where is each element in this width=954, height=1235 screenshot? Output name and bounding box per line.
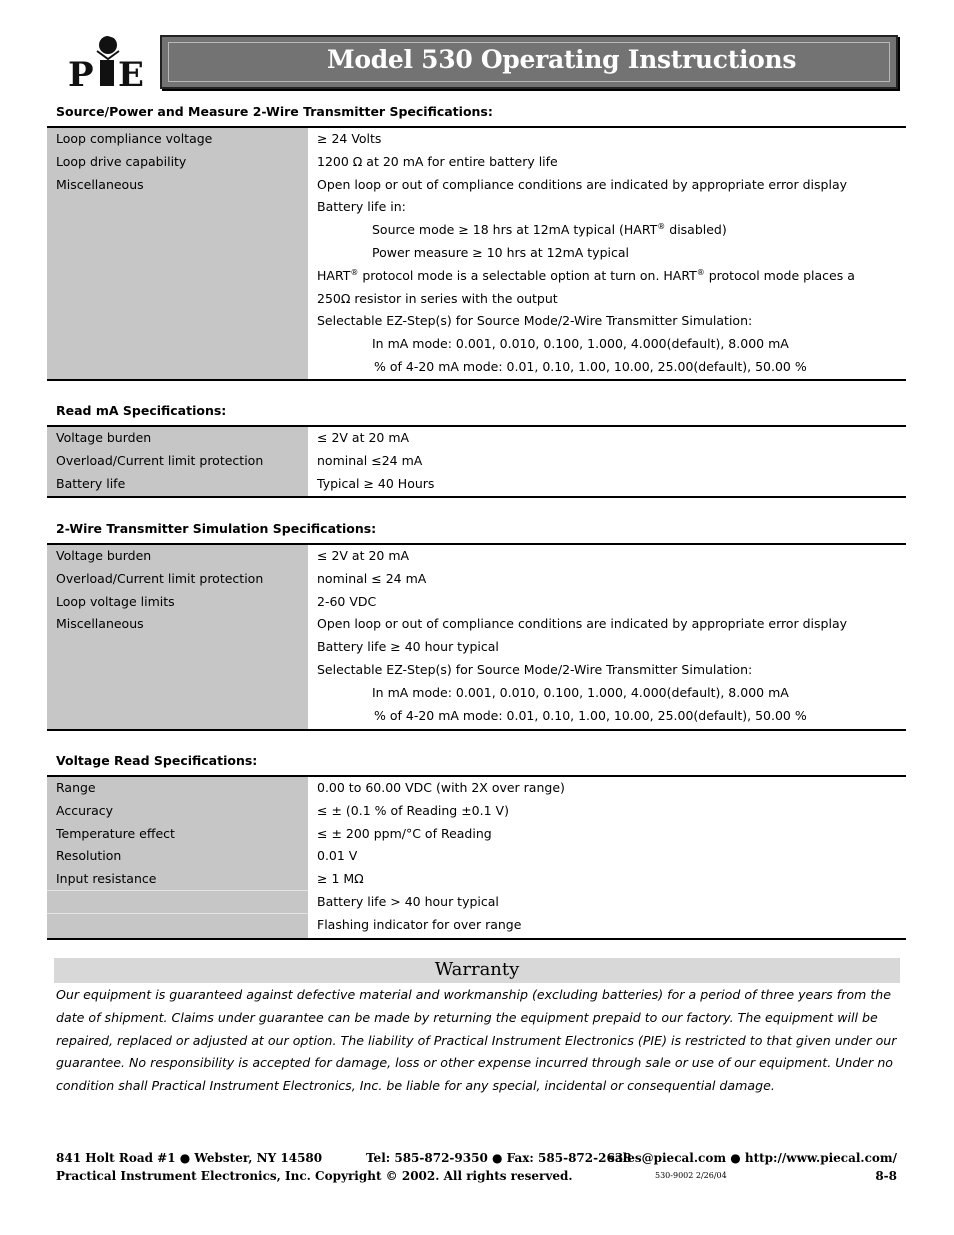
spec-value: In mA mode: 0.001, 0.010, 0.100, 1.000, 4.000(default), 8.000 mA (372, 336, 789, 352)
spec-value: % of 4-20 mA mode: 0.01, 0.10, 1.00, 10.00, 25.00(default), 50.00 % (374, 707, 807, 723)
spec-label: Input resistance (56, 871, 157, 887)
spec-value: Battery life ≥ 40 hour typical (317, 639, 499, 655)
spec-label: Temperature effect (56, 825, 175, 841)
spec-row (47, 891, 906, 914)
page-title: Model 530 Operating Instructions (327, 45, 797, 74)
spec-table-read-ma (47, 425, 906, 498)
spec-row (47, 288, 906, 311)
spec-table-voltage-read (47, 775, 906, 940)
spec-value: 250Ω resistor in series with the output (317, 290, 558, 306)
spec-value: Open loop or out of compliance conditions are indicated by appropriate error display (317, 616, 847, 632)
spec-row (47, 473, 906, 496)
spec-value: ≥ 1 MΩ (317, 871, 364, 887)
pie-logo (62, 33, 158, 89)
warranty-line: Our equipment is guaranteed against defective material and workmanship (excluding batteries) for a period of three years from the (56, 987, 891, 1002)
spec-row (47, 823, 906, 846)
section-title-read-ma: Read mA Specifications: (56, 403, 227, 418)
spec-value: Selectable EZ-Step(s) for Source Mode/2-Wire Transmitter Simulation: (317, 661, 753, 677)
spec-row (47, 450, 906, 473)
spec-value: Battery life > 40 hour typical (317, 893, 499, 909)
spec-row (47, 545, 906, 568)
label-cell-divider (47, 891, 308, 914)
spec-label: Accuracy (56, 802, 114, 818)
svg-text:P: P (68, 55, 94, 89)
spec-row (47, 242, 906, 265)
warranty-line: repaired, replaced or adjusted at our option. The liability of Practical Instrument Electronics (PIE) is restricted to that given under our (56, 1032, 897, 1048)
spec-row (47, 427, 906, 450)
warranty-heading-bar (54, 958, 900, 983)
spec-value: nominal ≤24 mA (317, 452, 423, 468)
spec-value: nominal ≤ 24 mA (317, 570, 427, 586)
spec-row (47, 310, 906, 333)
footer-address: 841 Holt Road #1 ● Webster, NY 14580 (56, 1151, 323, 1165)
spec-value: Source mode ≥ 18 hrs at 12mA typical (HART® disabled) (372, 222, 727, 238)
spec-row (47, 196, 906, 219)
spec-label: Miscellaneous (56, 176, 144, 192)
warranty-line: condition shall Practical Instrument Electronics, Inc. be liable for any special, incidental or consequential damage. (56, 1078, 775, 1094)
spec-value: HART® protocol mode is a selectable option at turn on. HART® protocol mode places a (317, 267, 855, 283)
spec-value: In mA mode: 0.001, 0.010, 0.100, 1.000, 4.000(default), 8.000 mA (372, 684, 789, 700)
section-title-voltage-read: Voltage Read Specifications: (56, 753, 258, 768)
spec-row (47, 682, 906, 705)
footer-web: sales@piecal.com ● http://www.piecal.com/ (608, 1151, 897, 1165)
spec-row (47, 845, 906, 868)
footer-doc-code: 530-9002 2/26/04 (655, 1171, 727, 1180)
spec-label: Loop voltage limits (56, 593, 175, 609)
spec-label: Resolution (56, 848, 122, 864)
spec-row (47, 219, 906, 242)
spec-row (47, 868, 906, 891)
spec-label: Voltage burden (56, 430, 152, 445)
spec-row (47, 705, 906, 728)
spec-table-source-power (47, 126, 906, 381)
spec-label: Miscellaneous (56, 616, 144, 632)
footer-copyright: Practical Instrument Electronics, Inc. Copyright © 2002. All rights reserved. (56, 1169, 573, 1183)
spec-value: 0.00 to 60.00 VDC (with 2X over range) (317, 780, 565, 795)
svg-text:E: E (118, 55, 144, 89)
spec-row (47, 777, 906, 800)
spec-value: Battery life in: (317, 199, 406, 215)
spec-value: % of 4-20 mA mode: 0.01, 0.10, 1.00, 10.00, 25.00(default), 50.00 % (374, 358, 807, 374)
spec-label: Voltage burden (56, 548, 152, 563)
spec-value: 0.01 V (317, 848, 358, 864)
spec-value: Typical ≥ 40 Hours (317, 475, 435, 491)
spec-value: ≥ 24 Volts (317, 131, 382, 146)
spec-row (47, 914, 906, 937)
section-title-source-power: Source/Power and Measure 2-Wire Transmitter Specifications: (56, 104, 493, 119)
warranty-text (56, 984, 902, 1098)
spec-row (47, 659, 906, 682)
spec-row (47, 800, 906, 823)
spec-value: ≤ ± (0.1 % of Reading ±0.1 V) (317, 802, 509, 818)
footer-phone: Tel: 585-872-9350 ● Fax: 585-872-2638 (366, 1151, 632, 1165)
spec-label: Loop compliance voltage (56, 131, 213, 146)
section-title-transmitter-sim: 2-Wire Transmitter Simulation Specifications: (56, 521, 377, 536)
spec-value: 2-60 VDC (317, 593, 377, 609)
spec-value: Selectable EZ-Step(s) for Source Mode/2-Wire Transmitter Simulation: (317, 313, 753, 329)
spec-row (47, 568, 906, 591)
spec-label: Overload/Current limit protection (56, 570, 264, 586)
spec-value: Power measure ≥ 10 hrs at 12mA typical (372, 244, 629, 260)
spec-label: Battery life (56, 475, 126, 491)
warranty-title: Warranty (434, 959, 520, 980)
spec-value: ≤ 2V at 20 mA (317, 430, 410, 445)
spec-label: Loop drive capability (56, 153, 187, 169)
page-header (62, 33, 898, 89)
spec-row (47, 636, 906, 659)
spec-value: ≤ ± 200 ppm/°C of Reading (317, 825, 492, 841)
spec-row (47, 591, 906, 614)
spec-row (47, 265, 906, 288)
spec-row (47, 333, 906, 356)
spec-table-transmitter-sim (47, 543, 906, 731)
spec-row (47, 174, 906, 197)
spec-value: ≤ 2V at 20 mA (317, 548, 410, 563)
spec-value: 1200 Ω at 20 mA for entire battery life (317, 153, 558, 169)
spec-row (47, 356, 906, 379)
spec-value: Flashing indicator for over range (317, 916, 522, 932)
spec-value: Open loop or out of compliance conditions are indicated by appropriate error display (317, 176, 847, 192)
footer-page-number: 8-8 (875, 1169, 897, 1183)
warranty-line: guarantee. No responsibility is accepted for damage, loss or other expense incurred through sale or use of our equipment. Under no (56, 1055, 894, 1071)
spec-row (47, 151, 906, 174)
spec-label: Overload/Current limit protection (56, 452, 264, 468)
spec-row (47, 128, 906, 151)
title-banner (160, 35, 898, 89)
spec-label: Range (56, 780, 96, 795)
warranty-line: date of shipment. Claims under guarantee can be made by returning the equipment prepaid to our factory. The equipment will be (56, 1009, 878, 1025)
spec-row (47, 613, 906, 636)
